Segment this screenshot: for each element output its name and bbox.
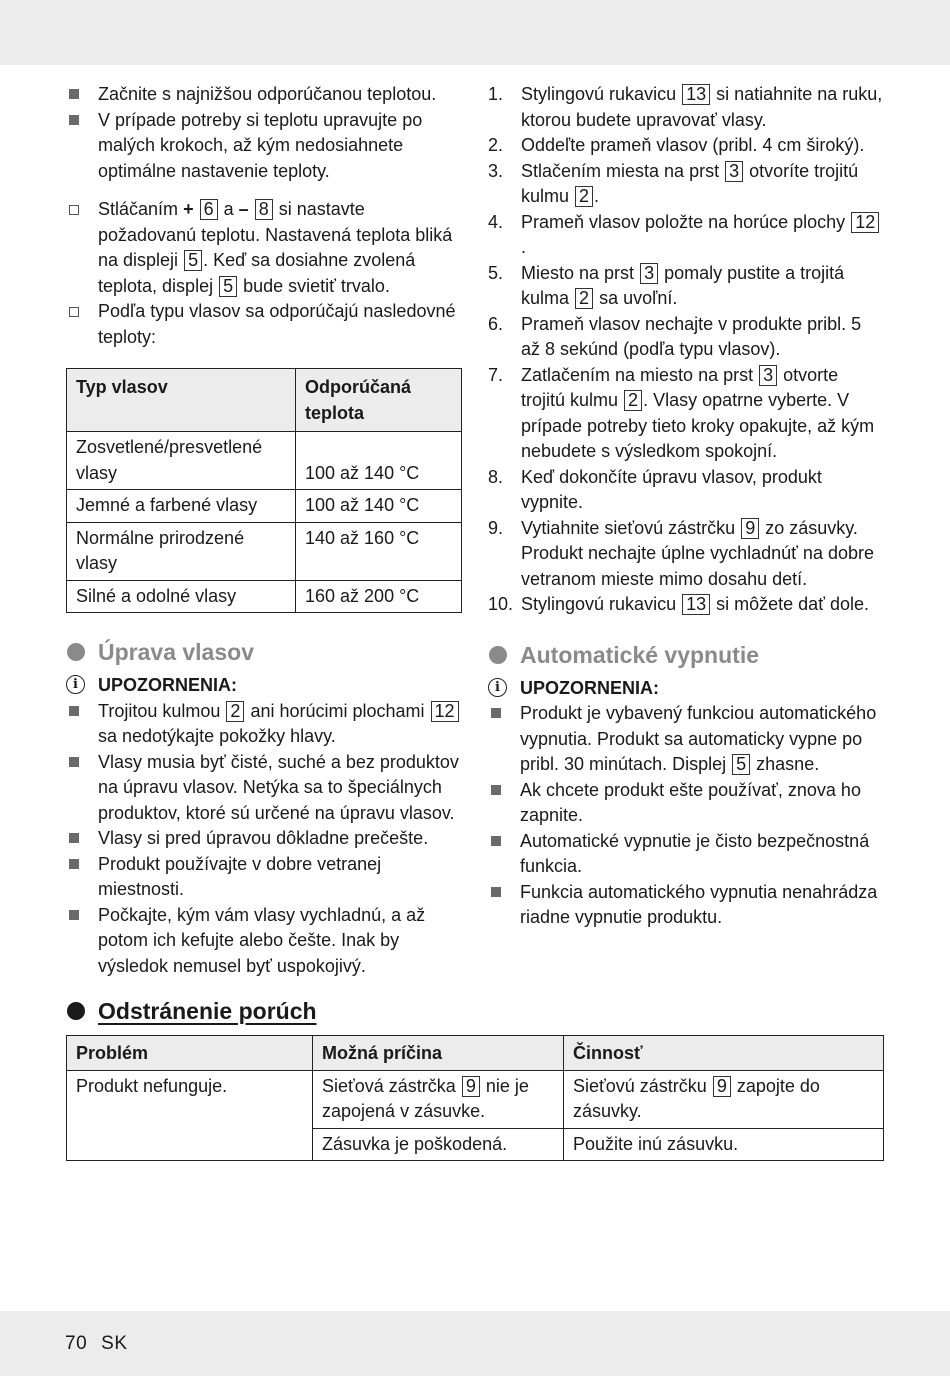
table-header: Problém — [67, 1036, 313, 1071]
list-item: Počkajte, kým vám vlasy vychladnú, a až potom ich kefujte alebo češte. Inak by výsledok nemusel byť uspokojivý. — [66, 903, 462, 980]
page-footer — [65, 1331, 142, 1357]
ref-number: 3 — [640, 263, 658, 284]
bullet-dot-icon — [67, 643, 85, 661]
ref-number: 5 — [184, 250, 202, 271]
list-item: Začnite s najnižšou odporúčanou teplotou. — [66, 82, 462, 108]
notice-heading: i UPOZORNENIA: — [488, 676, 883, 702]
table-cell: Sieťová zástrčka 9 nie je zapojená v zásuvke. — [313, 1070, 564, 1128]
ref-number: 12 — [851, 212, 879, 233]
list-item: Ak chcete produkt ešte používať, znova ho zapnite. — [488, 778, 883, 829]
list-item: Produkt je vybavený funkciou automatického vypnutia. Produkt sa automaticky vypne po pribl. 30 minútach. Displej 5 zhasne. — [488, 701, 883, 778]
ref-number: 9 — [462, 1076, 480, 1097]
table-header: Možná príčina — [313, 1036, 564, 1071]
table-cell: Jemné a farbené vlasy — [67, 490, 296, 523]
list-item: 1. Stylingovú rukavicu 13 si natiahnite na ruku, ktorou budete upravovať vlasy. — [488, 84, 883, 130]
ref-number: 5 — [219, 276, 237, 297]
info-icon: i — [488, 678, 507, 697]
list-item: V prípade potreby si teplotu upravujte po malých krokoch, až kým nedosiahnete optimálne nastavenie teploty. — [66, 108, 462, 185]
ref-number: 5 — [732, 754, 750, 775]
table-header: Odporúčaná teplota — [296, 369, 462, 432]
list-item: Stláčaním + 6 a – 8 si nastavte požadovanú teplotu. Nastavená teplota bliká na displeji 5 . Keď sa dosiahne zvolená teplota, displej 5 bude svietiť trvalo. — [66, 197, 462, 299]
table-cell: Použite inú zásuvku. — [564, 1128, 884, 1161]
ref-number: 2 — [226, 701, 244, 722]
notice-list — [66, 699, 462, 980]
list-item: Automatické vypnutie je čisto bezpečnostná funkcia. — [488, 829, 883, 880]
temperature-tips-list — [66, 82, 462, 184]
instruction-list — [66, 197, 462, 350]
ref-number: 2 — [575, 186, 593, 207]
section-heading-styling: Úprava vlasov — [66, 637, 462, 667]
right-column — [488, 82, 883, 931]
list-item: 10. Stylingovú rukavicu 13 si môžete dať dole. — [488, 594, 869, 614]
list-item: Vlasy musia byť čisté, suché a bez produktov na úpravu vlasov. Netýka sa to špeciálnych produktov, ktoré sú určené na úpravu vlasov. — [66, 750, 462, 827]
ref-number: 9 — [713, 1076, 731, 1097]
list-item: Produkt používajte v dobre vetranej miestnosti. — [66, 852, 462, 903]
table-cell: Sieťovú zástrčku 9 zapojte do zásuvky. — [564, 1070, 884, 1128]
ref-number: 2 — [624, 390, 642, 411]
temperature-table — [66, 368, 462, 613]
ref-number: 3 — [759, 365, 777, 386]
list-item: 6. Prameň vlasov nechajte v produkte pribl. 5 až 8 sekúnd (podľa typu vlasov). — [488, 313, 862, 359]
table-header-row — [67, 1036, 884, 1071]
list-item: 7. Zatlačením na miesto na prst 3 otvorte trojitú kulmu 2 . Vlasy opatrne vyberte. V prípade potreby tieto kroky opakujte, až kým nebudete s výsledkom spokojní. — [488, 364, 875, 461]
left-column — [66, 82, 462, 979]
list-item: 3. Stlačením miesta na prst 3 otvoríte trojitú kulmu 2 . — [488, 160, 859, 206]
table-cell: 140 až 160 °C — [296, 522, 462, 580]
ref-number: 2 — [575, 288, 593, 309]
ref-number: 6 — [200, 199, 218, 220]
ref-number: 8 — [255, 199, 273, 220]
table-header-row — [67, 369, 462, 432]
ref-number: 13 — [682, 84, 710, 105]
list-item: 2. Oddeľte prameň vlasov (pribl. 4 cm široký). — [488, 135, 865, 155]
table-cell: Zásuvka je poškodená. — [313, 1128, 564, 1161]
list-item: Trojitou kulmou 2 ani horúcimi plochami 12 sa nedotýkajte pokožky hlavy. — [66, 699, 462, 750]
table-cell: Zosvetlené/presvetlené vlasy — [67, 432, 296, 490]
list-item: Vlasy si pred úpravou dôkladne prečešte. — [66, 826, 462, 852]
table-cell: 100 až 140 °C — [296, 490, 462, 523]
table-header: Činnosť — [564, 1036, 884, 1071]
table-cell: Normálne prirodzené vlasy — [67, 522, 296, 580]
page-number: 70 — [65, 1333, 88, 1354]
list-item: Podľa typu vlasov sa odporúčajú nasledovné teploty: — [66, 299, 462, 350]
table-cell: 100 až 140 °C — [296, 432, 462, 490]
table-row — [67, 522, 462, 580]
bottom-band — [0, 1311, 950, 1376]
styling-steps-list — [488, 82, 883, 618]
list-item: 5. Miesto na prst 3 pomaly pustite a trojitá kulma 2 sa uvoľní. — [488, 262, 845, 308]
troubleshooting-table — [66, 1035, 884, 1161]
table-header: Typ vlasov — [67, 369, 296, 432]
table-cell: Produkt nefunguje. — [67, 1070, 313, 1161]
notice-list — [488, 701, 883, 931]
bullet-dot-icon — [67, 1002, 85, 1020]
bullet-dot-icon — [489, 646, 507, 664]
table-cell: Silné a odolné vlasy — [67, 580, 296, 613]
ref-number: 13 — [682, 594, 710, 615]
notice-heading: i UPOZORNENIA: — [66, 673, 462, 699]
section-heading-troubleshooting: Odstránenie porúch — [66, 996, 317, 1026]
list-item: Funkcia automatického vypnutia nenahrádza riadne vypnutie produktu. — [488, 880, 883, 931]
language-code: SK — [101, 1333, 128, 1354]
info-icon: i — [66, 675, 85, 694]
ref-number: 3 — [725, 161, 743, 182]
list-item: 8. Keď dokončíte úpravu vlasov, produkt vypnite. — [488, 466, 822, 512]
table-row — [67, 1070, 884, 1128]
top-band — [0, 0, 950, 65]
table-cell: 160 až 200 °C — [296, 580, 462, 613]
section-heading-auto-off: Automatické vypnutie — [488, 640, 883, 670]
list-item: 9. Vytiahnite sieťovú zástrčku 9 zo zásuvky. Produkt nechajte úplne vychladnúť na dobre vetranom mieste mimo dosahu detí. — [488, 517, 874, 589]
table-row — [67, 580, 462, 613]
table-row — [67, 490, 462, 523]
list-item: 4. Prameň vlasov položte na horúce plochy 12. — [488, 210, 883, 261]
ref-number: 9 — [741, 518, 759, 539]
table-row — [67, 432, 462, 490]
ref-number: 12 — [431, 701, 459, 722]
